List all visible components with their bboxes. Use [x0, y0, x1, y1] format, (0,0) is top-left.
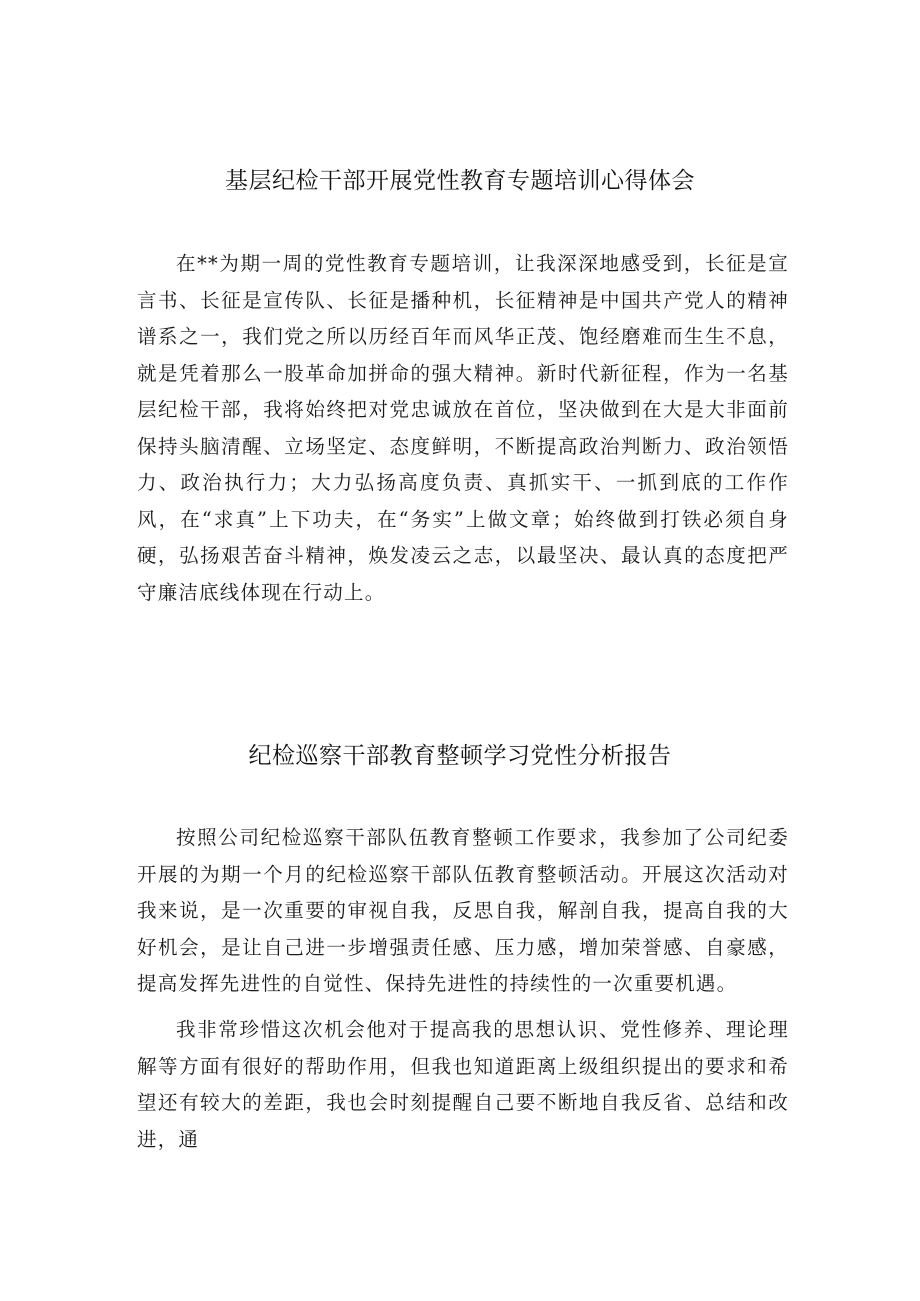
section2-title: 纪检巡察干部教育整顿学习党性分析报告 — [248, 743, 672, 769]
section2-paragraph-2: 我非常珍惜这次机会他对于提高我的思想认识、党性修养、理论理解等方面有很好的帮助作用，但我也知道距离上级组织提出的要求和希望还有较大的差距，我也会时刻提醒自己要不断地自我反省、总结和改进，通 — [137, 1018, 789, 1151]
section2-paragraph-1: 按照公司纪检巡察干部队伍教育整顿工作要求，我参加了公司纪委开展的为期一个月的纪检巡察干部队伍教育整顿活动。开展这次活动对我来说，是一次重要的审视自我，反思自我，解剖自我，提高自我的大好机会，是让自己进一步增强责任感、压力感，增加荣誉感、自豪感，提高发挥先进性的自觉性、保持先进性的持续性的一次重要机遇。 — [137, 826, 789, 995]
section1-paragraph: 在**为期一周的党性教育专题培训，让我深深地感受到，长征是宣言书、长征是宣传队、长征是播种机，长征精神是中国共产党人的精神谱系之一，我们党之所以历经百年而风华正茂、饱经磨难而生生不息，就是凭着那么一股革命加拼命的强大精神。新时代新征程，作为一名基层纪检干部，我将始终把对党忠诚放在首位，坚决做到在大是大非面前保持头脑清醒、立场坚定、态度鲜明，不断提高政治判断力、政治领悟力、政治执行力；大力弘扬高度负责、真抓实干、一抓到底的工作作风，在“求真”上下功夫，在“务实”上做文章；始终做到打铁必须自身硬，弘扬艰苦奋斗精神，焕发凌云之志，以最坚决、最认真的态度把严守廉洁底线体现在行动上。 — [137, 252, 789, 604]
section1-title: 基层纪检干部开展党性教育专题培训心得体会 — [225, 168, 695, 194]
